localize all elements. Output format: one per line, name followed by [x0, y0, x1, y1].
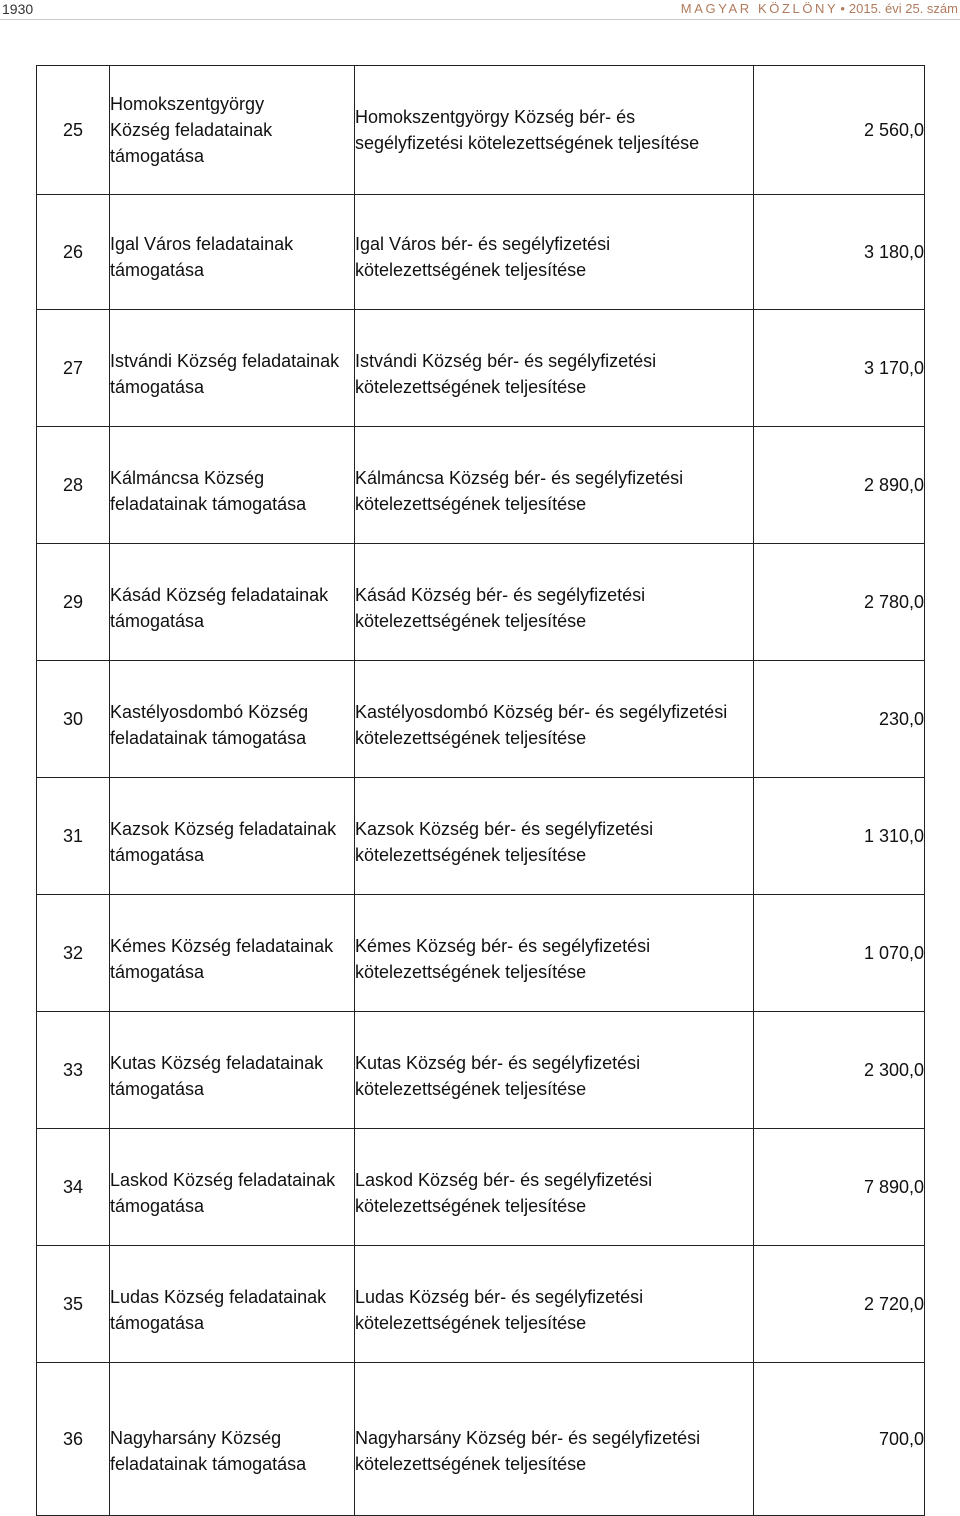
table-row: [37, 1129, 925, 1246]
row-number: 31: [37, 778, 110, 895]
row-number: 32: [37, 895, 110, 1012]
appropriation-table: [36, 65, 925, 1516]
amount-cell: 1 310,0: [754, 778, 925, 895]
table-row: [37, 544, 925, 661]
amount-cell: 2 780,0: [754, 544, 925, 661]
page-number: 1930: [2, 1, 34, 17]
table-row: [37, 195, 925, 310]
purpose-description: Laskod Község bér- és segélyfizetési kötelezettségének teljesítése: [355, 1129, 754, 1246]
table-row: [37, 66, 925, 195]
beneficiary-name: Kazsok Község feladatainak támogatása: [110, 778, 355, 895]
beneficiary-name: Kálmáncsa Község feladatainak támogatása: [110, 427, 355, 544]
row-number: 29: [37, 544, 110, 661]
amount-cell: 2 720,0: [754, 1246, 925, 1363]
purpose-line: segélyfizetési kötelezettségének teljesítése: [355, 133, 700, 153]
amount-cell: 1 070,0: [754, 895, 925, 1012]
purpose-line: Homokszentgyörgy Község bér- és: [355, 107, 636, 127]
beneficiary-name: Ludas Község feladatainak támogatása: [110, 1246, 355, 1363]
amount-cell: 230,0: [754, 661, 925, 778]
beneficiary-name: Kastélyosdombó Község feladatainak támogatása: [110, 661, 355, 778]
issue-label: 2015. évi 25. szám: [848, 1, 958, 16]
beneficiary-name-line: támogatása: [110, 146, 205, 166]
table-row: [37, 1246, 925, 1363]
purpose-description: Kazsok Község bér- és segélyfizetési kötelezettségének teljesítése: [355, 778, 754, 895]
beneficiary-name-line: Község feladatainak: [110, 120, 273, 140]
amount-cell: 7 890,0: [754, 1129, 925, 1246]
table-row: [37, 1363, 925, 1516]
purpose-description: Kutas Község bér- és segélyfizetési kötelezettségének teljesítése: [355, 1012, 754, 1129]
beneficiary-name: Nagyharsány Község feladatainak támogatása: [110, 1363, 355, 1516]
amount-cell: 2 300,0: [754, 1012, 925, 1129]
row-number: 33: [37, 1012, 110, 1129]
publication-name: MAGYAR KÖZLÖNY: [680, 1, 839, 16]
beneficiary-name: [110, 66, 355, 195]
amount-cell: 700,0: [754, 1363, 925, 1516]
purpose-description: Kastélyosdombó Község bér- és segélyfizetési kötelezettségének teljesítése: [355, 661, 754, 778]
row-number: 36: [37, 1363, 110, 1516]
purpose-description: [355, 195, 754, 310]
page-header: [0, 0, 960, 22]
amount-cell: 2 890,0: [754, 427, 925, 544]
purpose-description: [355, 66, 754, 195]
beneficiary-name: Kásád Község feladatainak támogatása: [110, 544, 355, 661]
row-number: 28: [37, 427, 110, 544]
beneficiary-name: Laskod Község feladatainak támogatása: [110, 1129, 355, 1246]
table-row: [37, 895, 925, 1012]
table-row: [37, 1012, 925, 1129]
beneficiary-name: Igal Város feladatainak támogatása: [110, 195, 355, 310]
row-number: 25: [37, 66, 110, 195]
beneficiary-name-line: Homokszentgyörgy: [110, 94, 265, 114]
row-number: 26: [37, 195, 110, 310]
row-number: 27: [37, 310, 110, 427]
purpose-line: kötelezettségének teljesítése: [355, 260, 587, 280]
table-row: [37, 661, 925, 778]
beneficiary-name: Istvándi Község feladatainak támogatása: [110, 310, 355, 427]
beneficiary-name: Kutas Község feladatainak támogatása: [110, 1012, 355, 1129]
row-number: 34: [37, 1129, 110, 1246]
purpose-description: Istvándi Község bér- és segélyfizetési kötelezettségének teljesítése: [355, 310, 754, 427]
amount-cell: 3 170,0: [754, 310, 925, 427]
amount-cell: 3 180,0: [754, 195, 925, 310]
separator-dot: •: [840, 1, 845, 16]
purpose-description: Nagyharsány Község bér- és segélyfizetési kötelezettségének teljesítése: [355, 1363, 754, 1516]
purpose-line: Igal Város bér- és segélyfizetési: [355, 234, 611, 254]
purpose-description: Kásád Község bér- és segélyfizetési kötelezettségének teljesítése: [355, 544, 754, 661]
amount-cell: 2 560,0: [754, 66, 925, 195]
header-divider: [0, 19, 960, 20]
table-row: [37, 310, 925, 427]
running-header: [681, 1, 958, 16]
table-row: [37, 427, 925, 544]
purpose-description: Kémes Község bér- és segélyfizetési kötelezettségének teljesítése: [355, 895, 754, 1012]
beneficiary-name: Kémes Község feladatainak támogatása: [110, 895, 355, 1012]
purpose-description: Ludas Község bér- és segélyfizetési kötelezettségének teljesítése: [355, 1246, 754, 1363]
row-number: 30: [37, 661, 110, 778]
purpose-description: Kálmáncsa Község bér- és segélyfizetési kötelezettségének teljesítése: [355, 427, 754, 544]
table-row: [37, 778, 925, 895]
row-number: 35: [37, 1246, 110, 1363]
